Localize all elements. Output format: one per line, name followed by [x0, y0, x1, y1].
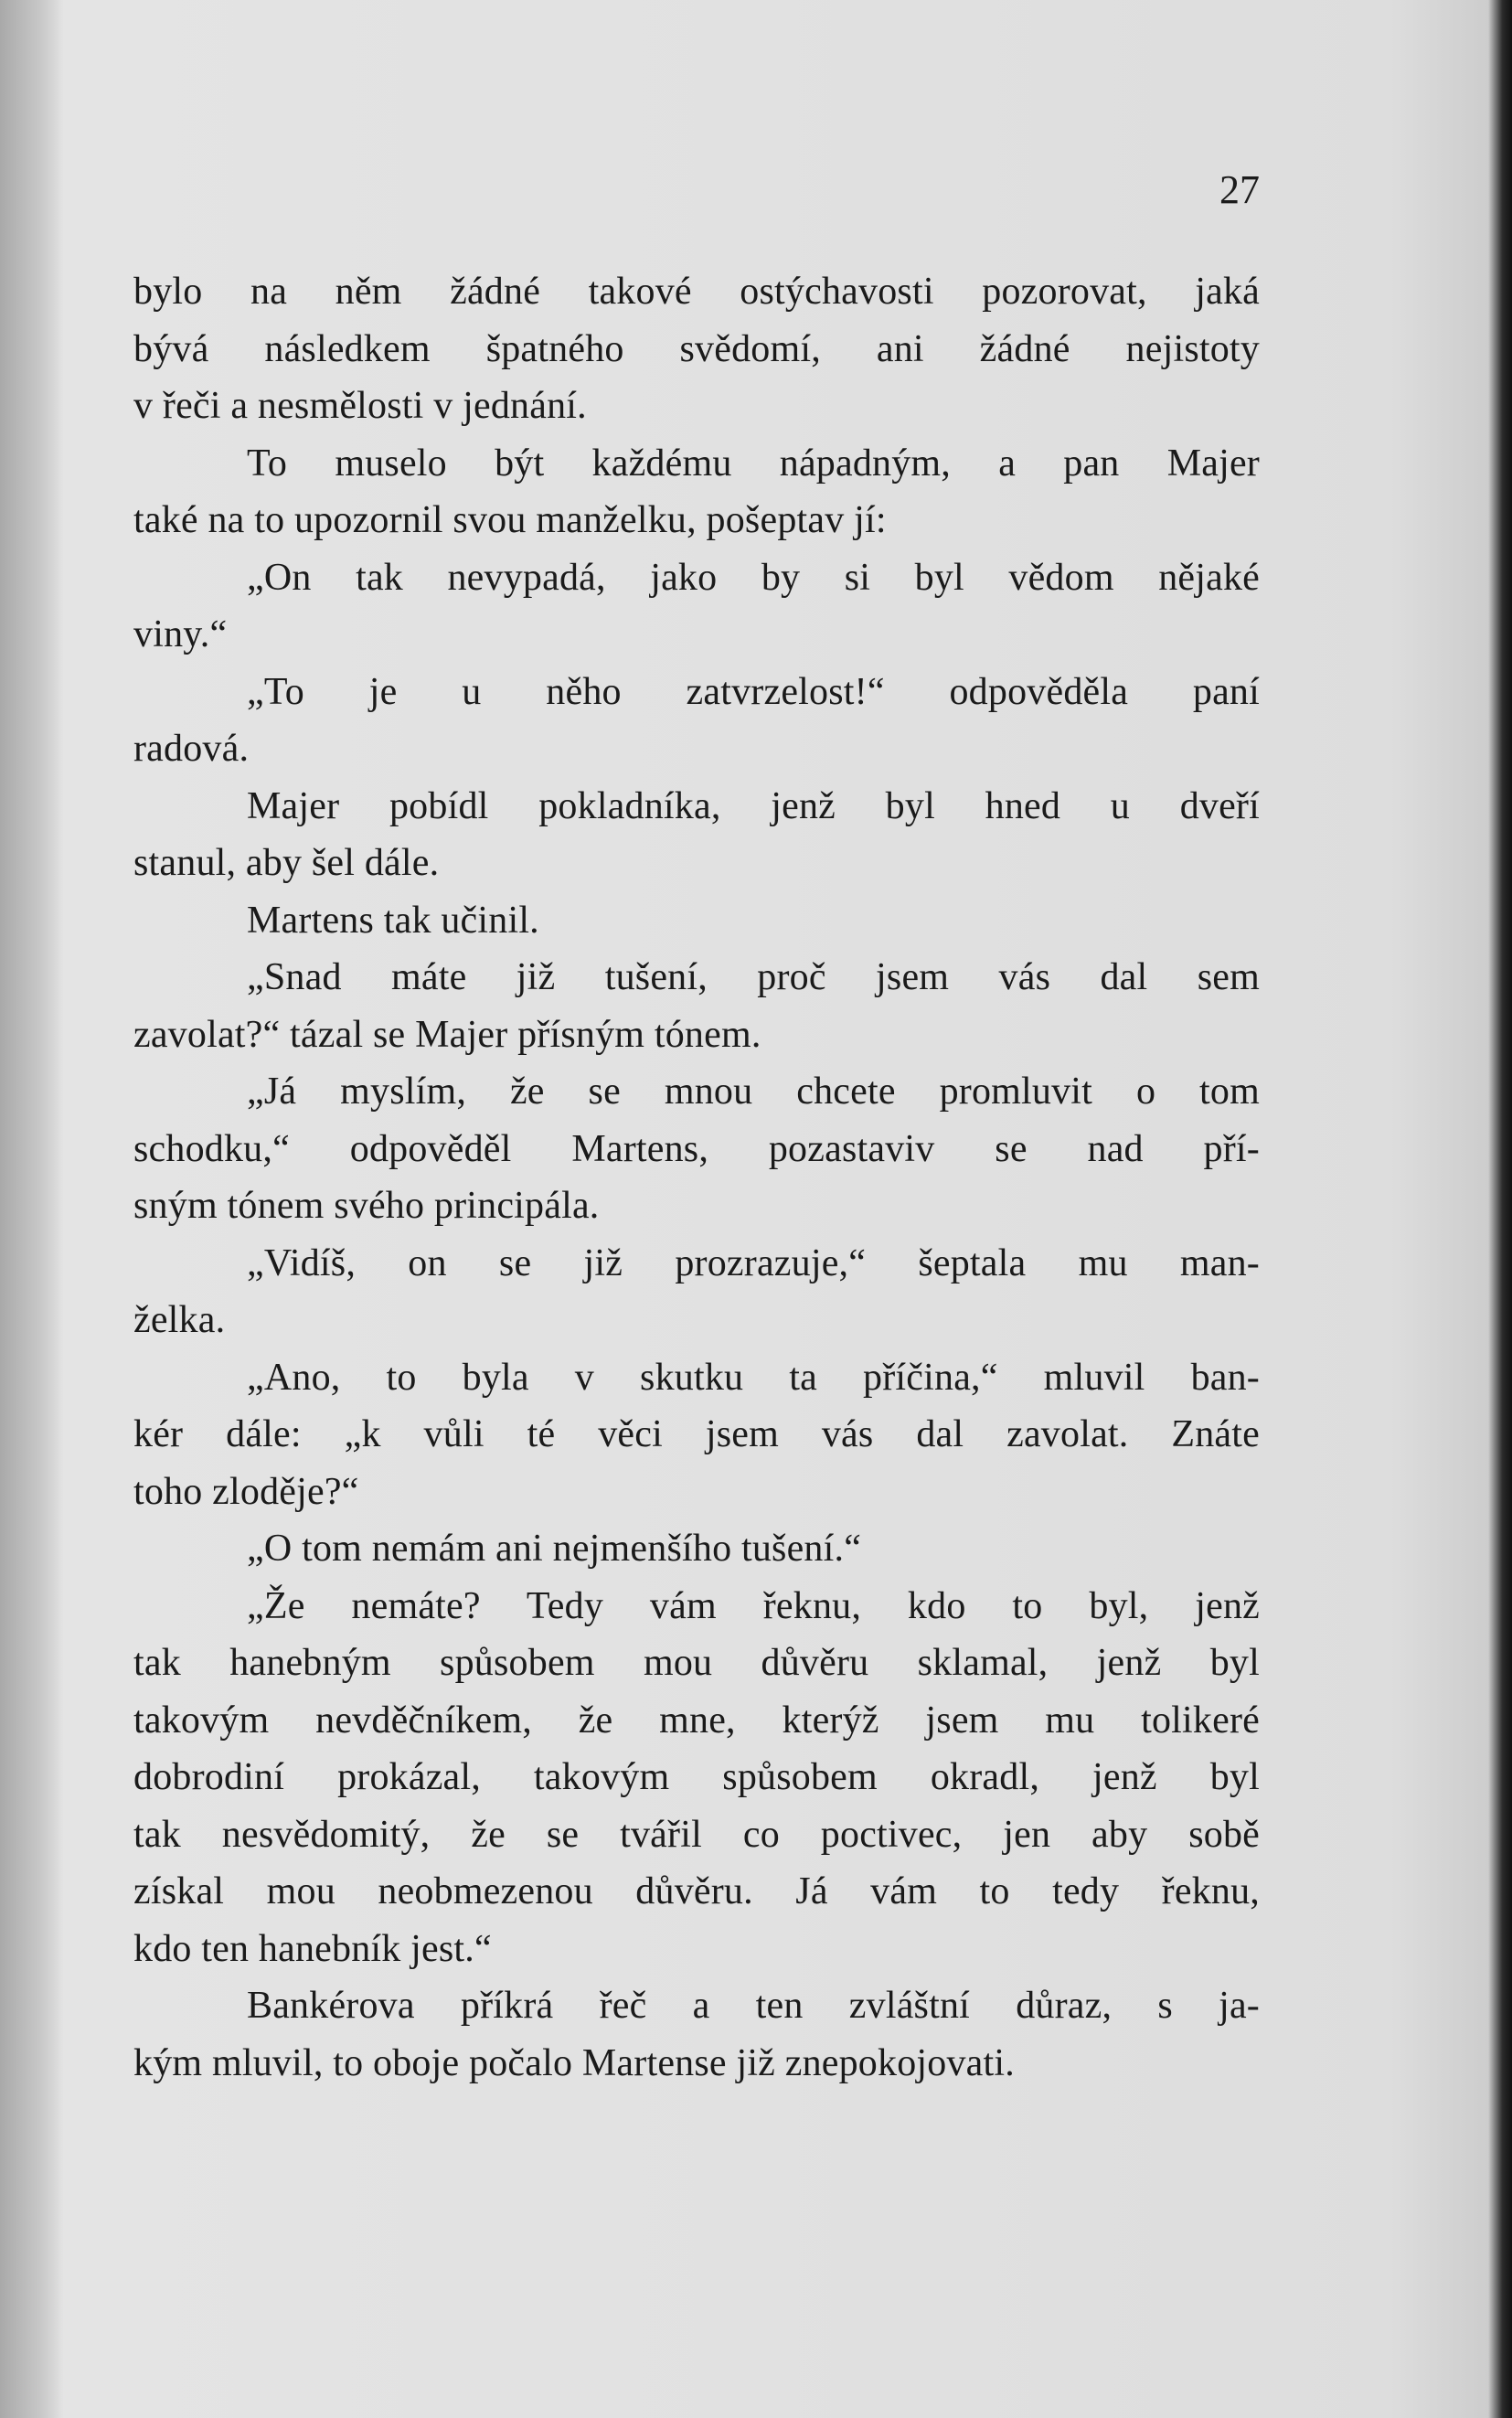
text-line: v řeči a nesmělosti v jednání.: [133, 385, 587, 427]
text-line: To muselo být každému nápadným, a pan Majer: [247, 442, 1260, 485]
text-line: tak nesvědomitý, že se tvářil co poctivec, jen aby sobě: [133, 1813, 1260, 1856]
text-line: kým mluvil, to oboje počalo Martense již znepokojovati.: [133, 2041, 1015, 2084]
text-line: takovým nevděčníkem, že mne, kterýž jsem mu tolikeré: [133, 1699, 1260, 1742]
text-line: bývá následkem špatného svědomí, ani žádné nejistoty: [133, 327, 1260, 370]
text-line: „Vidíš, on se již prozrazuje,“ šeptala mu man-: [247, 1241, 1260, 1284]
text-line: Majer pobídl pokladníka, jenž byl hned u dveří: [247, 784, 1260, 827]
text-line: viny.“: [133, 613, 228, 655]
text-line: stanul, aby šel dále.: [133, 842, 440, 884]
page-left-edge-shadow: [0, 0, 64, 2418]
text-line: kdo ten hanebník jest.“: [133, 1927, 492, 1970]
text-line: „Já myslím, že se mnou chcete promluvit o tom: [247, 1071, 1260, 1113]
text-line: sným tónem svého principála.: [133, 1185, 600, 1227]
text-line: také na to upozornil svou manželku, pošeptav jí:: [133, 499, 887, 541]
text-line: radová.: [133, 728, 250, 770]
text-line: zavolat?“ tázal se Majer přísným tónem.: [133, 1013, 761, 1056]
text-line: tak hanebným spůsobem mou důvěru sklamal, jenž byl: [133, 1642, 1260, 1684]
text-line: schodku,“ odpověděl Martens, pozastaviv se nad pří-: [133, 1127, 1260, 1170]
page-right-edge-shadow: [1488, 0, 1512, 2418]
text-line: „Snad máte již tušení, proč jsem vás dal sem: [247, 956, 1260, 998]
text-line: „To je u něho zatvrzelost!“ odpověděla paní: [247, 670, 1260, 713]
text-line: „On tak nevypadá, jako by si byl vědom nějaké: [247, 556, 1260, 599]
text-line: „O tom nemám ani nejmenšího tušení.“: [247, 1528, 862, 1570]
body-text: [133, 263, 1260, 2092]
text-line: želka.: [133, 1299, 226, 1341]
text-line: dobrodiní prokázal, takovým spůsobem okradl, jenž byl: [133, 1756, 1260, 1798]
text-line: Martens tak učinil.: [247, 899, 539, 942]
text-line: „Že nemáte? Tedy vám řeknu, kdo to byl, jenž: [247, 1584, 1260, 1627]
text-line: získal mou neobmezenou důvěru. Já vám to tedy řeknu,: [133, 1870, 1260, 1912]
text-line: Bankérova příkrá řeč a ten zvláštní důraz, s ja-: [247, 1985, 1260, 2027]
text-line: „Ano, to byla v skutku ta příčina,“ mluvil ban-: [247, 1356, 1260, 1399]
text-line: toho zloděje?“: [133, 1470, 359, 1513]
text-line: kér dále: „k vůli té věci jsem vás dal zavolat. Znáte: [133, 1413, 1260, 1455]
page-number: 27: [1219, 167, 1260, 212]
text-line: bylo na něm žádné takové ostýchavosti pozorovat, jaká: [133, 271, 1260, 313]
